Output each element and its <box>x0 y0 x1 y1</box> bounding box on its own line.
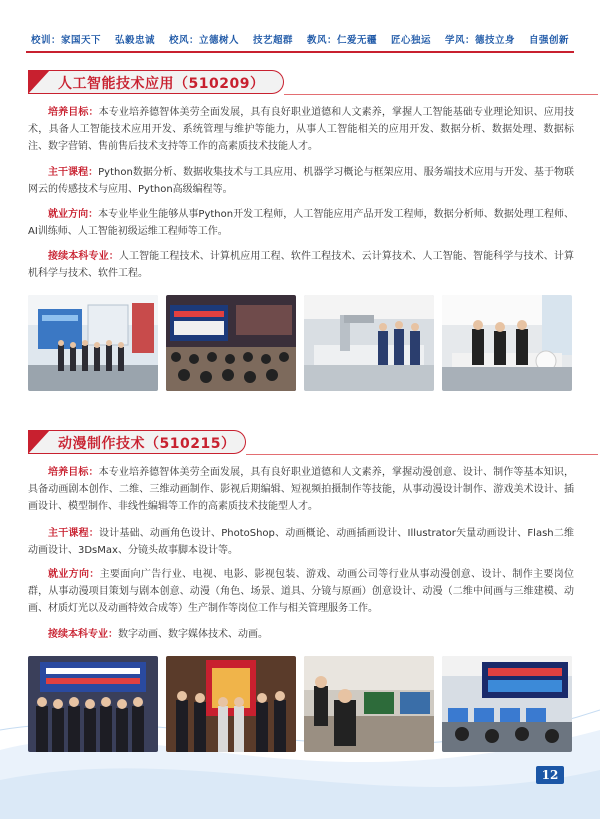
motto-item: 技艺超群 <box>252 35 293 46</box>
section-title: 动漫制作技术（510215） <box>58 436 236 452</box>
training-goal-paragraph <box>28 464 574 515</box>
motto-item: 教风：仁爱无疆 <box>307 35 378 46</box>
photo-digital-lab <box>442 656 572 752</box>
training-goal-paragraph <box>28 104 574 155</box>
main-courses-paragraph <box>28 525 574 559</box>
employment-text: 本专业毕业生能够从事Python开发工程师，人工智能应用产品开发工程师，数据分析师、数据处理工程师、AI训练师、人工智能初级运维工程师等工作。 <box>28 209 574 237</box>
motto-item: 匠心独运 <box>391 35 432 46</box>
training-goal-text: 本专业培养德智体美劳全面发展，具有良好职业道德和人文素养，掌握人工智能基础专业理论知识、应用技术，具备人工智能技术应用开发、系统管理与维护等能力，从事人工智能相关的应用开发、数据分析、数据处理、数据标注、数字营销、售前售后技术支持等工作的高素质技术技能人才。 <box>28 107 575 152</box>
employment-paragraph <box>28 566 574 617</box>
main-courses-label: 主干课程： <box>48 167 99 178</box>
main-courses-paragraph <box>28 164 574 198</box>
further-study-text: 数字动画、数字媒体技术、动画。 <box>118 629 268 640</box>
header-divider <box>26 51 574 53</box>
school-motto-bar <box>0 32 600 50</box>
employment-paragraph <box>28 206 574 240</box>
motto-item: 校训：家国天下 <box>30 35 101 46</box>
section-header-animation <box>28 430 284 454</box>
training-goal-label: 培养目标： <box>48 467 99 478</box>
training-goal-text: 本专业培养德智体美劳全面发展，具有良好职业道德和人文素养，掌握动漫创意、设计、制作等基本知识，具备动画剧本创作、二维、三维动画制作、影视后期编辑、短视频拍摄制作等技能，从事动漫设计制作、游戏美术设计、插画设计、模型制作、非线性编辑等工作的高素质技术技能型人才。 <box>28 467 575 512</box>
motto-item: 校风：立德树人 <box>168 35 239 46</box>
main-courses-label: 主干课程： <box>48 528 99 539</box>
photo-cosplay-stage <box>166 656 296 752</box>
section-marker-icon <box>28 430 50 454</box>
main-courses-text: 设计基础、动画角色设计、PhotoShop、动画概论、动画插画设计、Illustrator矢量动画设计、Flash二维动画设计、3DsMax、分镜头故事脚本设计等。 <box>28 528 575 556</box>
motto-item: 自强创新 <box>529 35 570 46</box>
section-marker-icon <box>28 70 50 94</box>
employment-label: 就业方向： <box>48 209 99 220</box>
main-courses-text: Python数据分析、数据收集技术与工具应用、机器学习概论与框架应用、服务端技术应用与开发、基于物联网云的传感技术与应用、Python高级编程等。 <box>28 167 574 195</box>
photo-computer-class <box>304 656 434 752</box>
photo-competition-group <box>28 656 158 752</box>
further-study-label: 接续本科专业： <box>48 629 118 640</box>
motto-item: 学风：德技立身 <box>445 35 516 46</box>
further-study-text: 人工智能工程技术、计算机应用工程、软件工程技术、云计算技术、人工智能、智能科学与技术、计算机科学与技术、软件工程。 <box>28 251 575 279</box>
section-title: 人工智能技术应用（510209） <box>58 76 265 92</box>
further-study-paragraph <box>28 626 574 643</box>
photo-strip-ai <box>28 295 572 391</box>
training-goal-label: 培养目标： <box>48 107 99 118</box>
motto-item: 弘毅忠诚 <box>114 35 155 46</box>
photo-robot-lab <box>304 295 434 391</box>
employment-text: 主要面向广告行业、电视、电影、影视包装、游戏、动画公司等行业从事动漫创意、设计、制作主要岗位群，从事动漫项目策划与剧本创意、动漫（角色、场景、道具、分镜与原画）创意设计、动漫（二维中间画与三维建模、动画、材质灯光以及动画特效合成等）生产制作等岗位工作与相关管理服务工作。 <box>28 569 575 614</box>
photo-strip-animation <box>28 656 572 752</box>
section-header-ai <box>28 70 284 94</box>
photo-exhibition-hall <box>28 295 158 391</box>
further-study-label: 接续本科专业： <box>48 251 119 262</box>
further-study-paragraph <box>28 248 574 282</box>
page-number: 12 <box>536 766 564 784</box>
photo-lab-students <box>442 295 572 391</box>
photo-lecture-hall <box>166 295 296 391</box>
employment-label: 就业方向： <box>48 569 100 580</box>
